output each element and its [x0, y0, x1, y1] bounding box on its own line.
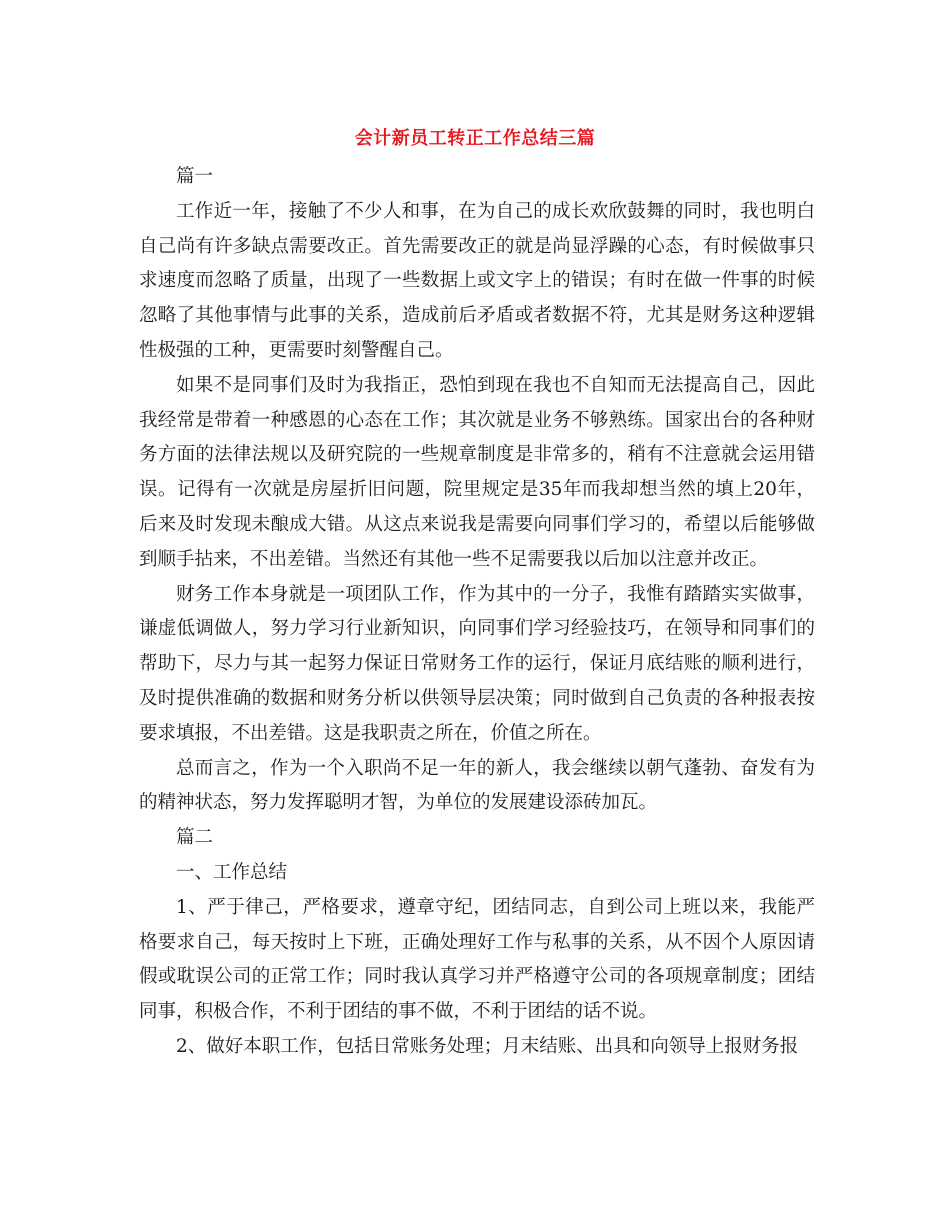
paragraph: 财务工作本身就是一项团队工作，作为其中的一分子，我惟有踏踏实实做事，谦虚低调做人，努力学习行业新知识，向同事们学习经验技巧，在领导和同事们的帮助下，尽力与其一起努力保证日常财务工作的运行，保证月底结账的顺利进行，及时提供准确的数据和财务分析以供领导层决策；同时做到自己负责的各种报表按要求填报，不出差错。这是我职责之所在，价值之所在。 — [139, 583, 815, 744]
document-title: 会计新员工转正工作总结三篇 — [354, 128, 596, 149]
section-heading-2: 篇二 — [176, 827, 214, 849]
paragraph: 1、严于律己，严格要求，遵章守纪，团结同志，自到公司上班以来，我能严格要求自己，每天按时上下班，正确处理好工作与私事的关系，从不因个人原因请假或耽误公司的正常工作；同时我认真学习并严格遵守公司的各项规章制度；团结同事，积极合作，不利于团结的事不做，不利于团结的话不说。 — [139, 896, 815, 1023]
paragraph: 2、做好本职工作，包括日常账务处理；月末结账、出具和向领导上报财务报 — [176, 1035, 799, 1057]
paragraph: 工作近一年，接触了不少人和事，在为自己的成长欢欣鼓舞的同时，我也明白自己尚有许多缺点需要改正。首先需要改正的就是尚显浮躁的心态，有时候做事只求速度而忽略了质量，出现了一些数据上或文字上的错误；有时在做一件事的时候忽略了其他事情与此事的关系，造成前后矛盾或者数据不符，尤其是财务这种逻辑性极强的工种，更需要时刻警醒自己。 — [139, 200, 815, 361]
subheading: 一、工作总结 — [176, 861, 288, 883]
paragraph: 如果不是同事们及时为我指正，恐怕到现在我也不自知而无法提高自己，因此我经常是带着一种感恩的心态在工作；其次就是业务不够熟练。国家出台的各种财务方面的法律法规以及研究院的一些规章制度是非常多的，稍有不注意就会运用错误。记得有一次就是房屋折旧问题，院里规定是35年而我却想当然的填上20年，后来及时发现未酿成大错。从这点来说我是需要向同事们学习的，希望以后能够做到顺手拈来，不出差错。当然还有其他一些不足需要我以后加以注意并改正。 — [139, 374, 815, 570]
document-body — [139, 160, 815, 1065]
paragraph: 总而言之，作为一个入职尚不足一年的新人，我会继续以朝气蓬勃、奋发有为的精神状态，努力发挥聪明才智，为单位的发展建设添砖加瓦。 — [139, 757, 815, 814]
section-heading-1: 篇一 — [176, 166, 214, 187]
